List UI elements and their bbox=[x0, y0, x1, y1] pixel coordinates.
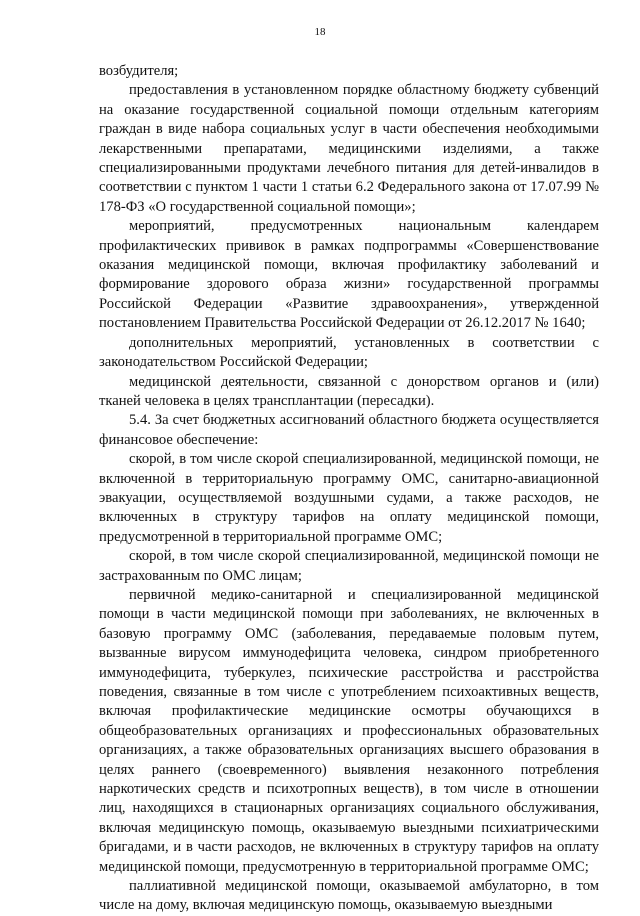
paragraph: первичной медико-санитарной и специализированной медицинской помощи в части медицинской помощи при заболеваниях, не включенных в базовую программу ОМС (заболевания, передаваемые половым путем, вызванные вирусом иммунодефицита человека, синдром приобретенного иммунодефицита, туберкулез, психические расстройства и расстройства поведения, связанные в том числе с употреблением психоактивных веществ, включая профилактические медицинские осмотры обучающихся в общеобразовательных организациях и профессиональных образовательных организациях, а также образовательных организациях высшего образования в целях раннего (своевременного) выявления незаконного потребления наркотических средств и психотропных веществ), в том числе в отношении лиц, находящихся в стационарных организациях социального обслуживания, включая медицинскую помощь, оказываемую выездными психиатрическими бригадами, и в части расходов, не включенных в структуру тарифов на оплату медицинской помощи, предусмотренную в территориальной программе ОМС; bbox=[99, 586, 599, 875]
paragraph: медицинской деятельности, связанной с донорством органов и (или) тканей человека в целях трансплантации (пересадки). bbox=[99, 373, 599, 409]
page-number: 18 bbox=[314, 26, 326, 38]
paragraph: паллиативной медицинской помощи, оказываемой амбулаторно, в том числе на дому, включая медицинскую помощь, оказываемую выездными bbox=[99, 878, 599, 914]
paragraph: дополнительных мероприятий, установленных в соответствии с законодательством Российской Федерации; bbox=[99, 334, 599, 371]
paragraph: мероприятий, предусмотренных национальным календарем профилактических прививок в рамках подпрограммы «Совершенствование оказания медицинской помощи, включая профилактику заболеваний и формирование здорового образа жизни» государственной программы Российской Федерации «Развитие здравоохранения», утвержденной постановлением Правительства Российской Федерации от 26.12.2017 № 1640; bbox=[99, 218, 599, 332]
paragraph: 5.4. За счет бюджетных ассигнований областного бюджета осуществляется финансовое обеспечение: bbox=[99, 412, 599, 448]
paragraph: возбудителя; bbox=[99, 63, 179, 79]
document-body bbox=[99, 62, 599, 916]
paragraph: скорой, в том числе скорой специализированной, медицинской помощи не застрахованным по ОМС лицам; bbox=[99, 548, 599, 584]
paragraph: предоставления в установленном порядке областному бюджету субвенций на оказание государственной социальной помощи отдельным категориям граждан в виде набора социальных услуг в части обеспечения необходимыми лекарственными препаратами, медицинскими изделиями, а также специализированными продуктами лечебного питания для детей-инвалидов в соответствии с пунктом 1 части 1 статьи 6.2 Федерального закона от 17.07.99 № 178-ФЗ «О государственной социальной помощи»; bbox=[99, 82, 599, 215]
paragraph: скорой, в том числе скорой специализированной, медицинской помощи, не включенной в территориальную программу ОМС, санитарно-авиационной эвакуации, осуществляемой воздушными судами, а также расходов, не включенных в структуру тарифов на оплату медицинской помощи, предусмотренной в территориальной программе ОМС; bbox=[99, 451, 599, 545]
